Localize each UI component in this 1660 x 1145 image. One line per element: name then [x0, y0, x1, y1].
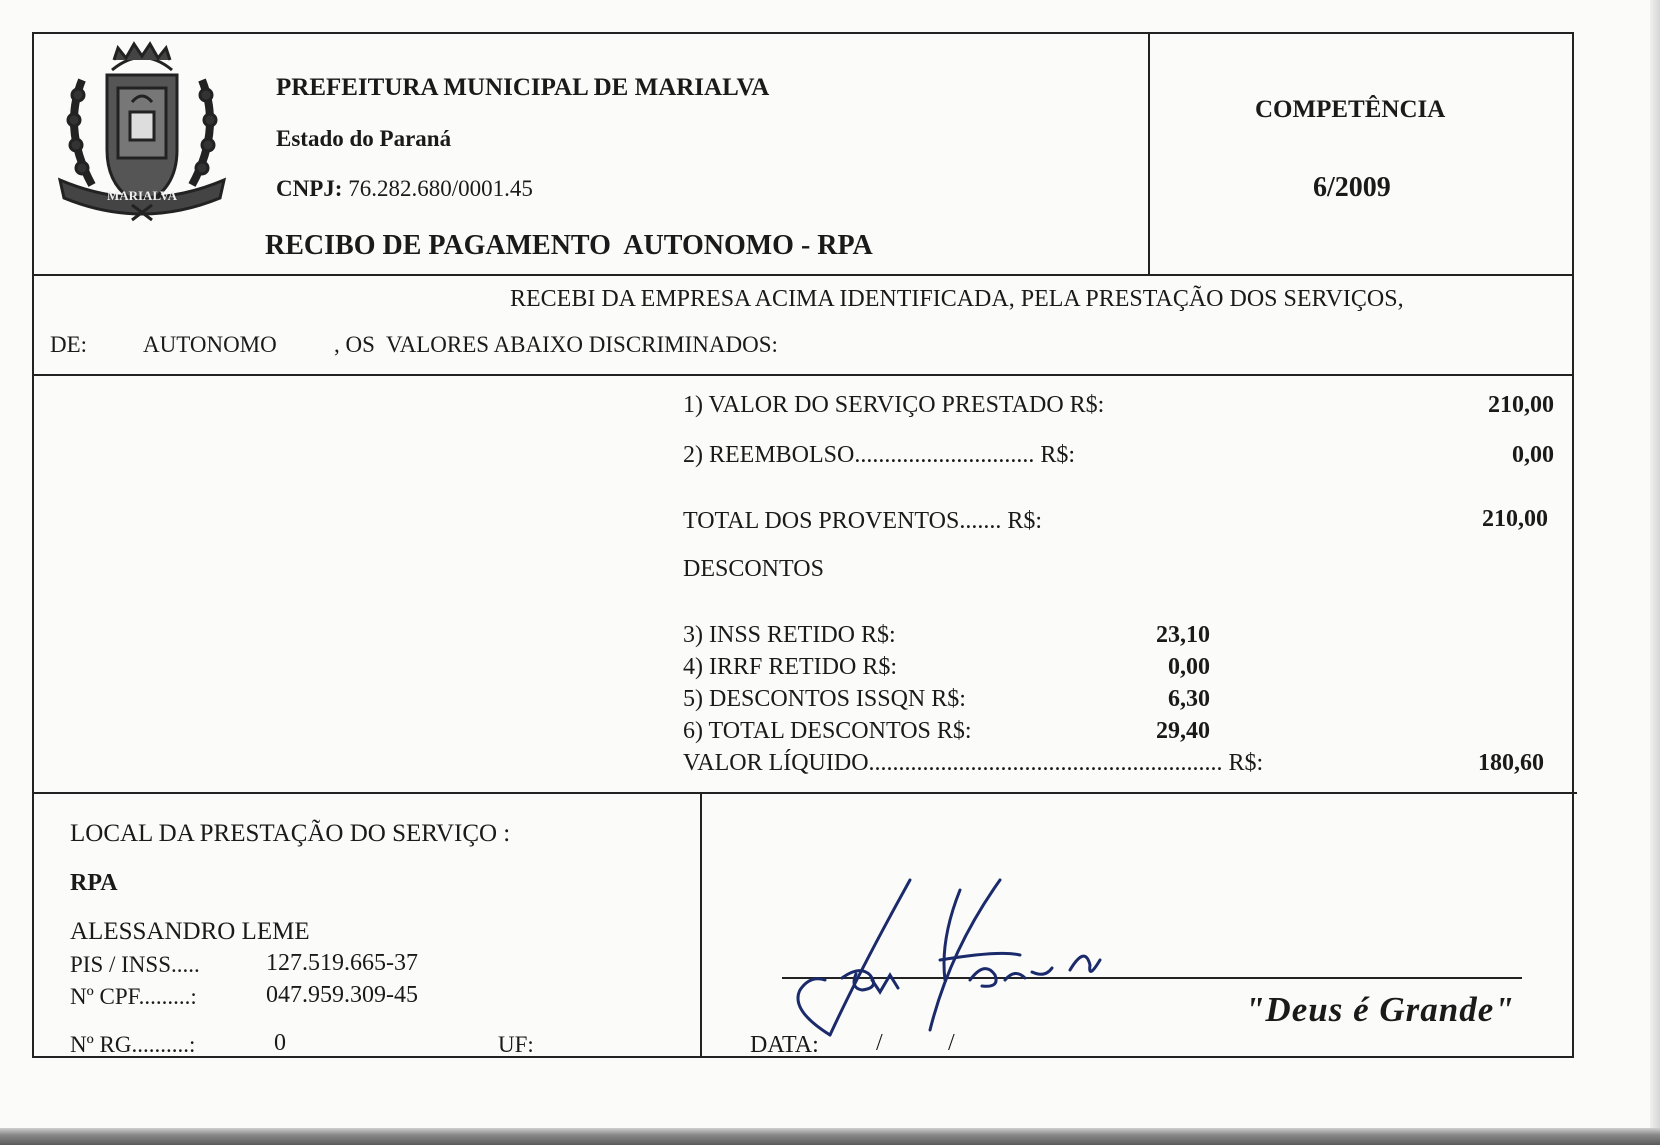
- inss-value: 23,10: [1156, 622, 1210, 648]
- issqn-label: 5) DESCONTOS ISSQN R$:: [683, 686, 966, 712]
- cpf-value: 047.959.309-45: [266, 982, 418, 1008]
- competencia-value: 6/2009: [1313, 172, 1391, 203]
- irrf-label: 4) IRRF RETIDO R$:: [683, 654, 898, 680]
- declaration-line-2: , OS VALORES ABAIXO DISCRIMINADOS:: [334, 332, 778, 357]
- paper-bottom-edge: [0, 1128, 1660, 1145]
- handwritten-signature: [770, 860, 1150, 1040]
- total-proventos-label: TOTAL DOS PROVENTOS....... R$:: [683, 508, 1043, 534]
- local-title: LOCAL DA PRESTAÇÃO DO SERVIÇO :: [70, 820, 511, 847]
- date-slash-2: /: [948, 1030, 955, 1056]
- servico-label: 1) VALOR DO SERVIÇO PRESTADO R$:: [683, 392, 1105, 418]
- total-proventos-value: 210,00: [1482, 506, 1548, 532]
- issqn-value: 6,30: [1168, 686, 1210, 712]
- local-code: RPA: [70, 870, 118, 896]
- total-descontos-value: 29,40: [1156, 718, 1210, 744]
- declaration-de-value: AUTONOMO: [143, 332, 277, 357]
- coat-of-arms-icon: [52, 40, 232, 225]
- rg-label: Nº RG..........:: [70, 1032, 196, 1057]
- total-descontos-label: 6) TOTAL DESCONTOS R$:: [683, 718, 972, 744]
- header-divider: [1148, 32, 1150, 276]
- declaration-line-1: RECEBI DA EMPRESA ACIMA IDENTIFICADA, PELA PRESTAÇÃO DOS SERVIÇOS,: [510, 286, 1404, 312]
- svg-text:MARIALVA: MARIALVA: [106, 188, 178, 203]
- reembolso-label: 2) REEMBOLSO.............................. R$:: [683, 442, 1076, 468]
- paper-right-edge: [1650, 0, 1660, 1130]
- declaration-de-label: DE:: [50, 332, 88, 357]
- cnpj-label: CNPJ:: [276, 176, 343, 201]
- declaration-bottom-rule: [32, 374, 1574, 376]
- date-field-year: [958, 1056, 1058, 1057]
- footer-divider: [700, 792, 702, 1058]
- date-field-month: [888, 1056, 944, 1057]
- cpf-label: Nº CPF.........:: [70, 984, 197, 1009]
- date-label: DATA:: [750, 1032, 819, 1058]
- state-name: Estado do Paraná: [276, 126, 452, 151]
- irrf-value: 0,00: [1168, 654, 1210, 680]
- cnpj-value: 76.282.680/0001.45: [348, 176, 533, 201]
- cnpj-line: [276, 176, 533, 202]
- uf-label: UF:: [498, 1032, 534, 1057]
- pis-label: PIS / INSS.....: [70, 952, 200, 977]
- values-bottom-rule: [32, 792, 1577, 794]
- document-title: RECIBO DE PAGAMENTO AUTONOMO - RPA: [265, 230, 873, 261]
- org-name: PREFEITURA MUNICIPAL DE MARIALVA: [276, 74, 770, 101]
- servico-value: 210,00: [1488, 392, 1554, 418]
- motto-text: "Deus é Grande": [1245, 990, 1515, 1029]
- person-name: ALESSANDRO LEME: [70, 918, 310, 945]
- rg-value: 0: [274, 1030, 286, 1056]
- valor-liquido-value: 180,60: [1478, 750, 1544, 776]
- reembolso-value: 0,00: [1512, 442, 1554, 468]
- competencia-label: COMPETÊNCIA: [1255, 96, 1446, 123]
- pis-value: 127.519.665-37: [266, 950, 418, 976]
- date-slash-1: /: [876, 1030, 883, 1056]
- descontos-title: DESCONTOS: [683, 556, 824, 582]
- valor-liquido-label: VALOR LÍQUIDO........................................................... R$:: [683, 750, 1264, 776]
- inss-label: 3) INSS RETIDO R$:: [683, 622, 896, 648]
- header-bottom-rule: [32, 274, 1574, 276]
